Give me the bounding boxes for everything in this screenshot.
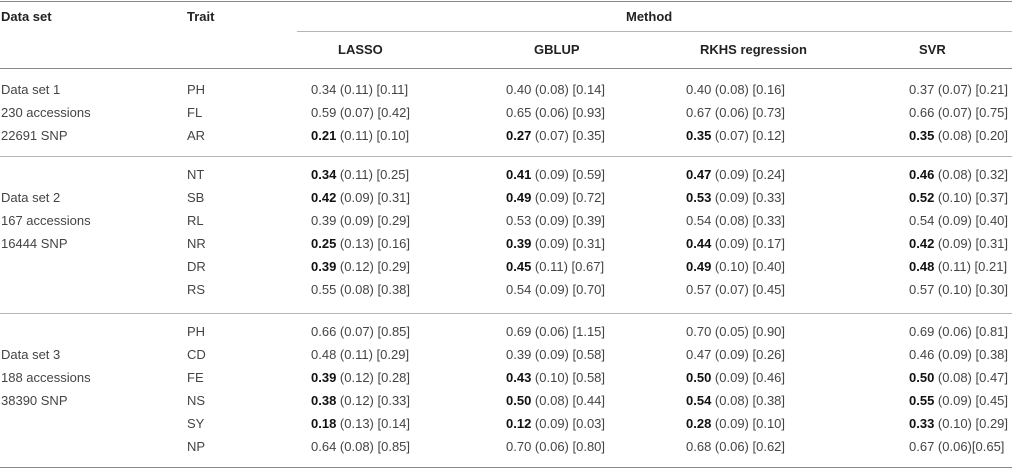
sd-and-slope: (0.11) [0.29] [336, 347, 410, 362]
accuracy-value: 0.70 [506, 439, 532, 454]
sd-and-slope: (0.08) [0.20] [934, 128, 1009, 143]
accuracy-value: 0.57 [909, 282, 935, 297]
value-cell [506, 128, 605, 143]
value-cell [686, 439, 785, 454]
value-cell [909, 259, 1007, 274]
sd-and-slope: (0.08) [0.33] [711, 213, 786, 228]
accuracy-value: 0.39 [311, 370, 337, 385]
dataset-3-label-line: 188 accessions [1, 370, 91, 385]
value-cell [311, 439, 410, 454]
sd-and-slope: (0.06) [0.73] [711, 105, 786, 120]
value-cell [909, 416, 1008, 431]
accuracy-value: 0.68 [686, 439, 712, 454]
sd-and-slope: (0.07) [0.45] [711, 282, 786, 297]
trait-cell: FL [187, 105, 203, 120]
accuracy-value: 0.39 [311, 213, 337, 228]
value-cell [686, 282, 785, 297]
sd-and-slope: (0.11) [0.10] [336, 128, 410, 143]
trait-cell: PH [187, 324, 206, 339]
header-trait: Trait [187, 9, 215, 24]
accuracy-value: 0.43 [506, 370, 532, 385]
accuracy-value: 0.50 [506, 393, 532, 408]
accuracy-value: 0.49 [506, 190, 532, 205]
sd-and-slope: (0.09) [0.40] [934, 213, 1009, 228]
sd-and-slope: (0.09) [0.58] [531, 347, 606, 362]
accuracy-value: 0.34 [311, 167, 337, 182]
accuracy-value: 0.42 [311, 190, 337, 205]
trait-cell: RL [187, 213, 204, 228]
accuracy-value: 0.47 [686, 347, 712, 362]
accuracy-value: 0.41 [506, 167, 532, 182]
value-cell [909, 282, 1008, 297]
value-cell [311, 190, 410, 205]
sd-and-slope: (0.09) [0.29] [336, 213, 411, 228]
sd-and-slope: (0.06) [0.81] [934, 324, 1009, 339]
accuracy-value: 0.39 [311, 259, 337, 274]
sd-and-slope: (0.08) [0.47] [934, 370, 1009, 385]
dataset-2-label-line: Data set 2 [1, 190, 61, 205]
value-cell [686, 190, 785, 205]
dataset-3-label-line: Data set 3 [1, 347, 61, 362]
value-cell [909, 105, 1008, 120]
value-cell [686, 105, 785, 120]
sd-and-slope: (0.07) [0.42] [336, 105, 411, 120]
sd-and-slope: (0.13) [0.16] [336, 236, 411, 251]
accuracy-value: 0.44 [686, 236, 712, 251]
accuracy-value: 0.54 [686, 213, 712, 228]
header-col-lasso: LASSO [338, 42, 383, 57]
rule-group-2 [0, 313, 1012, 314]
trait-cell: SB [187, 190, 205, 205]
sd-and-slope: (0.09) [0.31] [934, 236, 1009, 251]
accuracy-value: 0.40 [686, 82, 712, 97]
value-cell [506, 370, 605, 385]
value-cell [506, 282, 605, 297]
accuracy-value: 0.25 [311, 236, 337, 251]
dataset-1-label-line: 22691 SNP [1, 128, 68, 143]
accuracy-value: 0.64 [311, 439, 337, 454]
value-cell [686, 236, 785, 251]
sd-and-slope: (0.09) [0.17] [711, 236, 786, 251]
sd-and-slope: (0.10) [0.37] [934, 190, 1009, 205]
value-cell [506, 105, 605, 120]
accuracy-value: 0.34 [311, 82, 337, 97]
rule-top [0, 1, 1012, 2]
sd-and-slope: (0.09) [0.33] [711, 190, 786, 205]
value-cell [909, 347, 1008, 362]
sd-and-slope: (0.06) [1.15] [531, 324, 606, 339]
sd-and-slope: (0.07) [0.35] [531, 128, 606, 143]
value-cell [311, 167, 409, 182]
value-cell [311, 82, 408, 97]
trait-cell: AR [187, 128, 206, 143]
sd-and-slope: (0.09) [0.70] [531, 282, 606, 297]
accuracy-value: 0.54 [909, 213, 935, 228]
trait-cell: NR [187, 236, 206, 251]
accuracy-value: 0.67 [909, 439, 935, 454]
rule-bottom [0, 467, 1012, 468]
value-cell [909, 167, 1008, 182]
header-col-rkhs: RKHS regression [700, 42, 807, 57]
sd-and-slope: (0.12) [0.33] [336, 393, 411, 408]
value-cell [686, 393, 785, 408]
value-cell [686, 128, 785, 143]
accuracy-value: 0.53 [686, 190, 712, 205]
sd-and-slope: (0.07) [0.12] [711, 128, 786, 143]
accuracy-value: 0.50 [686, 370, 712, 385]
accuracy-value: 0.54 [506, 282, 532, 297]
sd-and-slope: (0.09) [0.45] [934, 393, 1009, 408]
value-cell [909, 190, 1008, 205]
value-cell [506, 393, 605, 408]
accuracy-value: 0.40 [506, 82, 532, 97]
value-cell [506, 439, 605, 454]
trait-cell: SY [187, 416, 205, 431]
accuracy-value: 0.39 [506, 347, 532, 362]
sd-and-slope: (0.09) [0.03] [531, 416, 606, 431]
value-cell [311, 128, 409, 143]
trait-cell: RS [187, 282, 206, 297]
value-cell [506, 236, 605, 251]
value-cell [311, 324, 410, 339]
value-cell [311, 213, 410, 228]
value-cell [686, 167, 785, 182]
accuracy-value: 0.46 [909, 347, 935, 362]
accuracy-value: 0.70 [686, 324, 712, 339]
value-cell [506, 324, 605, 339]
sd-and-slope: (0.09) [0.31] [336, 190, 411, 205]
accuracy-value: 0.37 [909, 82, 935, 97]
accuracy-value: 0.52 [909, 190, 935, 205]
trait-cell: NS [187, 393, 206, 408]
sd-and-slope: (0.10) [0.29] [934, 416, 1009, 431]
sd-and-slope: (0.09) [0.46] [711, 370, 786, 385]
value-cell [686, 324, 785, 339]
accuracy-value: 0.33 [909, 416, 935, 431]
value-cell [686, 416, 785, 431]
sd-and-slope: (0.09) [0.38] [934, 347, 1009, 362]
sd-and-slope: (0.10) [0.40] [711, 259, 786, 274]
sd-and-slope: (0.07) [0.75] [934, 105, 1009, 120]
value-cell [311, 416, 410, 431]
value-cell [506, 190, 605, 205]
accuracy-value: 0.67 [686, 105, 712, 120]
sd-and-slope: (0.08) [0.44] [531, 393, 606, 408]
value-cell [506, 259, 604, 274]
value-cell [311, 370, 410, 385]
sd-and-slope: (0.08) [0.85] [336, 439, 411, 454]
sd-and-slope: (0.09) [0.10] [711, 416, 786, 431]
accuracy-value: 0.57 [686, 282, 712, 297]
sd-and-slope: (0.08) [0.38] [336, 282, 411, 297]
sd-and-slope: (0.07) [0.21] [934, 82, 1009, 97]
accuracy-value: 0.69 [909, 324, 935, 339]
sd-and-slope: (0.10) [0.30] [934, 282, 1009, 297]
accuracy-value: 0.18 [311, 416, 337, 431]
sd-and-slope: (0.09) [0.72] [531, 190, 606, 205]
accuracy-value: 0.47 [686, 167, 712, 182]
accuracy-value: 0.66 [311, 324, 337, 339]
accuracy-value: 0.42 [909, 236, 935, 251]
accuracy-value: 0.48 [909, 259, 935, 274]
sd-and-slope: (0.05) [0.90] [711, 324, 786, 339]
header-dataset: Data set [1, 9, 52, 24]
accuracy-value: 0.49 [686, 259, 712, 274]
rule-method [297, 31, 1012, 32]
sd-and-slope: (0.06) [0.62] [711, 439, 786, 454]
value-cell [909, 213, 1008, 228]
trait-cell: FE [187, 370, 204, 385]
accuracy-value: 0.53 [506, 213, 532, 228]
rule-header-bottom [0, 68, 1012, 69]
accuracy-value: 0.21 [311, 128, 337, 143]
value-cell [909, 128, 1008, 143]
accuracy-value: 0.59 [311, 105, 337, 120]
value-cell [686, 370, 785, 385]
value-cell [506, 416, 605, 431]
accuracy-value: 0.50 [909, 370, 935, 385]
accuracy-value: 0.45 [506, 259, 532, 274]
value-cell [506, 213, 605, 228]
sd-and-slope: (0.09) [0.59] [531, 167, 606, 182]
accuracy-value: 0.55 [311, 282, 337, 297]
sd-and-slope: (0.09) [0.31] [531, 236, 606, 251]
accuracy-value: 0.46 [909, 167, 935, 182]
sd-and-slope: (0.08) [0.14] [531, 82, 606, 97]
sd-and-slope: (0.09) [0.24] [711, 167, 786, 182]
dataset-3-label-line: 38390 SNP [1, 393, 68, 408]
accuracy-value: 0.65 [506, 105, 532, 120]
accuracy-value: 0.48 [311, 347, 337, 362]
accuracy-value: 0.27 [506, 128, 532, 143]
value-cell [686, 213, 785, 228]
accuracy-value: 0.39 [506, 236, 532, 251]
header-col-gblup: GBLUP [534, 42, 580, 57]
header-method: Method [626, 9, 673, 24]
sd-and-slope: (0.08) [0.32] [934, 167, 1009, 182]
trait-cell: NP [187, 439, 206, 454]
value-cell [686, 82, 785, 97]
value-cell [311, 236, 410, 251]
sd-and-slope: (0.07) [0.85] [336, 324, 411, 339]
value-cell [311, 393, 410, 408]
sd-and-slope: (0.12) [0.29] [336, 259, 411, 274]
value-cell [686, 347, 785, 362]
sd-and-slope: (0.08) [0.16] [711, 82, 786, 97]
header-col-svr: SVR [919, 42, 946, 57]
accuracy-value: 0.69 [506, 324, 532, 339]
sd-and-slope: (0.08) [0.38] [711, 393, 786, 408]
value-cell [506, 82, 605, 97]
sd-and-slope: (0.13) [0.14] [336, 416, 411, 431]
trait-cell: CD [187, 347, 206, 362]
dataset-2-label-line: 167 accessions [1, 213, 91, 228]
trait-cell: PH [187, 82, 206, 97]
value-cell [311, 347, 409, 362]
accuracy-value: 0.38 [311, 393, 337, 408]
sd-and-slope: (0.09) [0.39] [531, 213, 606, 228]
rule-group-1 [0, 156, 1012, 157]
dataset-1-label-line: 230 accessions [1, 105, 91, 120]
accuracy-value: 0.35 [686, 128, 712, 143]
sd-and-slope: (0.06)[0.65] [934, 439, 1005, 454]
sd-and-slope: (0.10) [0.58] [531, 370, 606, 385]
accuracy-value: 0.12 [506, 416, 532, 431]
value-cell [909, 324, 1008, 339]
value-cell [909, 370, 1008, 385]
sd-and-slope: (0.11) [0.67] [531, 259, 605, 274]
trait-cell: DR [187, 259, 206, 274]
value-cell [506, 347, 605, 362]
accuracy-value: 0.35 [909, 128, 935, 143]
value-cell [909, 236, 1008, 251]
sd-and-slope: (0.11) [0.25] [336, 167, 410, 182]
accuracy-value: 0.55 [909, 393, 935, 408]
dataset-1-label-line: Data set 1 [1, 82, 61, 97]
value-cell [506, 167, 605, 182]
value-cell [311, 282, 410, 297]
sd-and-slope: (0.11) [0.11] [336, 82, 409, 97]
sd-and-slope: (0.06) [0.80] [531, 439, 606, 454]
sd-and-slope: (0.09) [0.26] [711, 347, 786, 362]
sd-and-slope: (0.11) [0.21] [934, 259, 1008, 274]
value-cell [909, 393, 1008, 408]
accuracy-value: 0.66 [909, 105, 935, 120]
sd-and-slope: (0.06) [0.93] [531, 105, 606, 120]
dataset-2-label-line: 16444 SNP [1, 236, 68, 251]
trait-cell: NT [187, 167, 205, 182]
accuracy-value: 0.54 [686, 393, 712, 408]
value-cell [686, 259, 785, 274]
value-cell [909, 439, 1004, 454]
value-cell [909, 82, 1008, 97]
accuracy-value: 0.28 [686, 416, 712, 431]
value-cell [311, 105, 410, 120]
sd-and-slope: (0.12) [0.28] [336, 370, 411, 385]
value-cell [311, 259, 410, 274]
